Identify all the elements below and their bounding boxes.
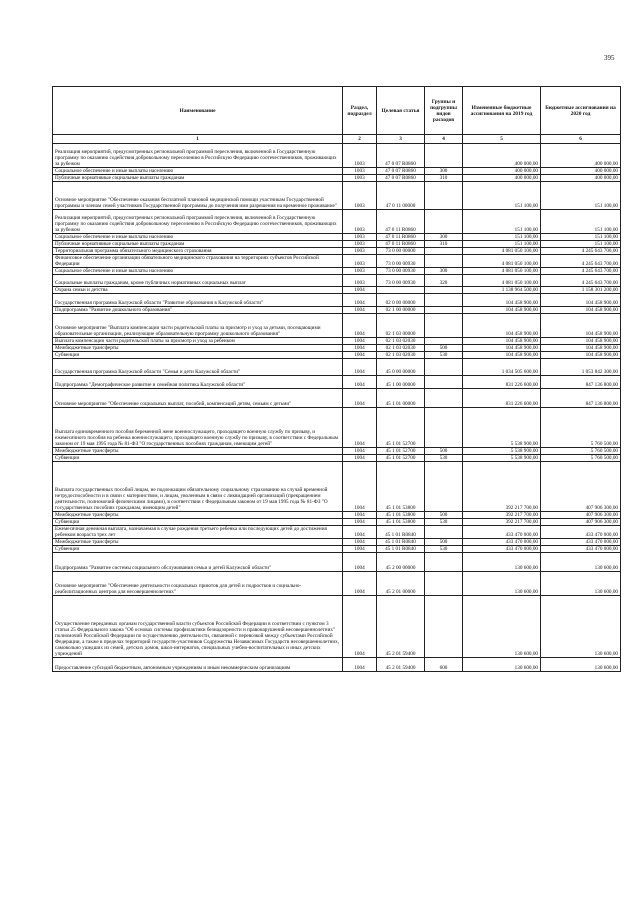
col-num: 3	[377, 135, 425, 144]
row-target	[377, 287, 425, 294]
row-amount-2020: 130 600,00	[541, 658, 621, 672]
row-section: 1003	[343, 275, 377, 287]
row-amount-2019: 104 458 900,00	[463, 338, 541, 345]
row-amount-2020: 130 600,00	[541, 596, 621, 658]
row-amount-2019: 104 458 900,00	[463, 352, 541, 359]
row-target: 45 0 00 00000	[377, 359, 425, 376]
header-group: Группы и подгруппы видов расходов	[425, 87, 463, 135]
row-section: 1003	[343, 182, 377, 210]
table-row	[53, 512, 621, 519]
row-target: 02 0 00 00000	[377, 294, 425, 307]
row-amount-2019: 151 100,00	[463, 241, 541, 248]
row-section: 1004	[343, 287, 377, 294]
row-group	[425, 144, 463, 168]
table-row	[53, 314, 621, 338]
row-section: 1004	[343, 314, 377, 338]
col-num: 6	[541, 135, 621, 144]
row-amount-2019: 151 100,00	[463, 182, 541, 210]
table-row	[53, 572, 621, 596]
header-target: Целевая статья	[377, 87, 425, 135]
row-section: 1003	[343, 210, 377, 234]
row-name: Социальное обеспечение и иные выплаты населению	[53, 234, 343, 241]
row-amount-2019: 392 217 700,00	[463, 462, 541, 512]
row-amount-2020: 151 100,00	[541, 241, 621, 248]
row-name: Государственная программа Калужской области "Семья и дети Калужской области"	[53, 359, 343, 376]
row-amount-2019: 130 600,00	[463, 553, 541, 572]
row-amount-2019: 104 458 900,00	[463, 307, 541, 314]
row-group: 500	[425, 539, 463, 546]
table-row	[53, 359, 621, 376]
table-row	[53, 596, 621, 658]
row-amount-2020: 847 136 800,00	[541, 389, 621, 408]
header-row	[53, 87, 621, 135]
row-target: 45 1 01 52700	[377, 455, 425, 462]
row-section: 1004	[343, 345, 377, 352]
row-section: 1003	[343, 255, 377, 268]
row-section: 1004	[343, 553, 377, 572]
row-amount-2019: 433 470 000,00	[463, 546, 541, 553]
row-amount-2020: 104 458 900,00	[541, 307, 621, 314]
row-target: 02 1 03 02030	[377, 352, 425, 359]
row-amount-2019: 5 538 900,00	[463, 408, 541, 448]
row-section: 1004	[343, 352, 377, 359]
table-row	[53, 345, 621, 352]
row-target: 45 2 01 59400	[377, 658, 425, 672]
row-section: 1003	[343, 268, 377, 275]
row-target: 45 1 01 52700	[377, 408, 425, 448]
row-group: 600	[425, 658, 463, 672]
table-row	[53, 546, 621, 553]
row-amount-2019: 151 100,00	[463, 234, 541, 241]
row-section: 1003	[343, 234, 377, 241]
row-section: 1004	[343, 338, 377, 345]
row-amount-2020: 400 000,00	[541, 168, 621, 175]
row-section: 1003	[343, 144, 377, 168]
row-amount-2020: 151 100,00	[541, 210, 621, 234]
row-name: Основное мероприятие "Выплата компенсации части родительской платы за присмотр и уход за детьми, посещающими образовательные организации, реализующие образовательную программу дошкольного образования"	[53, 314, 343, 338]
row-amount-2020: 4 245 643 700,00	[541, 255, 621, 268]
table-row	[53, 389, 621, 408]
col-num: 5	[463, 135, 541, 144]
table-row	[53, 182, 621, 210]
row-target: 45 2 01 59400	[377, 596, 425, 658]
table-row	[53, 408, 621, 448]
row-name: Основное мероприятие "Обеспечение социальных выплат, пособий, компенсаций детям, семьям с детьми"	[53, 389, 343, 408]
row-name: Основное мероприятие "Обеспечение оказания бесплатной плановой медицинской помощи участникам Государственной программы и членам семей участников Государственной программы до получения ими разрешения на временное проживание"	[53, 182, 343, 210]
row-section: 1004	[343, 408, 377, 448]
row-group	[425, 210, 463, 234]
table-row	[53, 553, 621, 572]
row-amount-2019: 4 081 050 100,00	[463, 248, 541, 255]
row-target: 45 1 01 00000	[377, 389, 425, 408]
table-row	[53, 338, 621, 345]
row-amount-2020: 433 470 000,00	[541, 526, 621, 539]
row-group: 530	[425, 519, 463, 526]
row-amount-2020: 104 458 900,00	[541, 314, 621, 338]
row-name: Межбюджетные трансферты	[53, 512, 343, 519]
table-row	[53, 241, 621, 248]
row-amount-2020: 4 245 643 700,00	[541, 268, 621, 275]
row-group: 310	[425, 241, 463, 248]
row-name: Реализация мероприятий, предусмотренных региональной программой переселения, включенной в Государственную программу по оказанию содействия добровольному переселению в Российскую Федерацию соотечественников, проживающих за рубежом	[53, 144, 343, 168]
row-section: 1004	[343, 359, 377, 376]
row-amount-2020: 407 906 300,00	[541, 512, 621, 519]
row-amount-2019: 130 600,00	[463, 572, 541, 596]
row-amount-2019: 400 000,00	[463, 168, 541, 175]
table-row	[53, 462, 621, 512]
row-section: 1004	[343, 376, 377, 389]
row-section: 1004	[343, 596, 377, 658]
table-row	[53, 248, 621, 255]
table-row	[53, 519, 621, 526]
row-amount-2019: 433 470 000,00	[463, 539, 541, 546]
row-amount-2020: 400 000,00	[541, 175, 621, 182]
table-row	[53, 275, 621, 287]
row-section: 1004	[343, 519, 377, 526]
row-group	[425, 553, 463, 572]
col-num: 2	[343, 135, 377, 144]
row-section: 1004	[343, 539, 377, 546]
row-amount-2020: 433 470 000,00	[541, 546, 621, 553]
row-name: Публичные нормативные социальные выплаты гражданам	[53, 241, 343, 248]
row-section: 1003	[343, 168, 377, 175]
row-section: 1004	[343, 658, 377, 672]
row-section: 1004	[343, 572, 377, 596]
row-name: Финансовое обеспечение организации обязательного медицинского страхования на территориях субъектов Российской Федерации	[53, 255, 343, 268]
row-section: 1003	[343, 241, 377, 248]
table-row	[53, 234, 621, 241]
row-amount-2019: 104 458 900,00	[463, 314, 541, 338]
col-num: 1	[53, 135, 343, 144]
row-name: Субвенции	[53, 519, 343, 526]
row-amount-2020: 4 245 643 700,00	[541, 248, 621, 255]
row-amount-2019: 4 081 050 100,00	[463, 268, 541, 275]
row-amount-2019: 831 226 600,00	[463, 389, 541, 408]
table-row	[53, 287, 621, 294]
table-row	[53, 448, 621, 455]
row-amount-2020: 151 100,00	[541, 234, 621, 241]
row-group	[425, 182, 463, 210]
row-amount-2020: 847 136 800,00	[541, 376, 621, 389]
row-amount-2020: 1 053 842 300,00	[541, 359, 621, 376]
row-amount-2019: 104 458 900,00	[463, 294, 541, 307]
row-amount-2019: 130 600,00	[463, 596, 541, 658]
row-name: Основное мероприятие "Обеспечение деятельности социальных приютов для детей и подростков и социально-реабилитационных центров для несовершеннолетних"	[53, 572, 343, 596]
row-target: 47 0 11 R0860	[377, 234, 425, 241]
row-amount-2019: 1 138 964 500,00	[463, 287, 541, 294]
row-name: Социальные выплаты гражданам, кроме публичных нормативных социальных выплат	[53, 275, 343, 287]
table-row	[53, 658, 621, 672]
row-name: Социальное обеспечение и иные выплаты населению	[53, 168, 343, 175]
row-section: 1004	[343, 455, 377, 462]
row-amount-2019: 4 081 050 100,00	[463, 255, 541, 268]
row-amount-2020: 4 245 643 700,00	[541, 275, 621, 287]
table-row	[53, 210, 621, 234]
row-group	[425, 572, 463, 596]
row-group	[425, 314, 463, 338]
row-group	[425, 255, 463, 268]
table-row	[53, 539, 621, 546]
row-amount-2020: 1 158 301 200,00	[541, 287, 621, 294]
row-name: Предоставление субсидий бюджетным, автономным учреждениям и иным некоммерческим организациям	[53, 658, 343, 672]
row-amount-2020: 5 760 500,00	[541, 408, 621, 448]
row-amount-2019: 433 470 000,00	[463, 526, 541, 539]
header-name: Наименование	[53, 87, 343, 135]
row-group	[425, 248, 463, 255]
row-target: 02 1 03 02030	[377, 345, 425, 352]
row-group	[425, 307, 463, 314]
table-row	[53, 294, 621, 307]
table-row	[53, 307, 621, 314]
row-target: 02 1 03 02030	[377, 338, 425, 345]
row-amount-2020: 407 906 300,00	[541, 519, 621, 526]
table-row	[53, 168, 621, 175]
row-target: 45 1 01 R0840	[377, 546, 425, 553]
row-amount-2019: 400 000,00	[463, 144, 541, 168]
row-amount-2020: 5 760 500,00	[541, 448, 621, 455]
row-target: 47 0 07 R0860	[377, 175, 425, 182]
column-number-row	[53, 135, 621, 144]
row-group: 530	[425, 546, 463, 553]
row-amount-2019: 4 081 050 100,00	[463, 275, 541, 287]
row-name: Субвенции	[53, 455, 343, 462]
row-amount-2019: 392 217 700,00	[463, 519, 541, 526]
row-target: 02 1 00 00000	[377, 307, 425, 314]
row-name: Межбюджетные трансферты	[53, 448, 343, 455]
row-target: 45 2 01 00000	[377, 572, 425, 596]
row-target: 45 1 01 53800	[377, 512, 425, 519]
row-amount-2019: 5 538 900,00	[463, 448, 541, 455]
row-group: 310	[425, 175, 463, 182]
row-name: Государственная программа Калужской области "Развитие образования в Калужской области"	[53, 294, 343, 307]
row-name: Межбюджетные трансферты	[53, 345, 343, 352]
row-name: Выплата компенсации части родительской платы за присмотр и уход за ребенком	[53, 338, 343, 345]
row-section: 1004	[343, 526, 377, 539]
row-group: 500	[425, 345, 463, 352]
table-row	[53, 352, 621, 359]
row-amount-2019: 1 034 505 600,00	[463, 359, 541, 376]
row-target: 45 1 01 53800	[377, 462, 425, 512]
row-target: 73 0 00 00930	[377, 275, 425, 287]
row-section: 1004	[343, 448, 377, 455]
row-amount-2019: 151 100,00	[463, 210, 541, 234]
row-amount-2020: 400 000,00	[541, 144, 621, 168]
row-amount-2019: 104 458 900,00	[463, 345, 541, 352]
row-group	[425, 338, 463, 345]
row-name: Реализация мероприятий, предусмотренных региональной программой переселения, включенной в Государственную программу по оказанию содействия добровольному переселению в Российскую Федерацию соотечественников, проживающих за рубежом	[53, 210, 343, 234]
row-name: Подпрограмма "Демографическое развитие и семейная политика Калужской области"	[53, 376, 343, 389]
row-target: 45 2 00 00000	[377, 553, 425, 572]
row-section: 1004	[343, 512, 377, 519]
row-section: 1003	[343, 248, 377, 255]
row-target: 02 1 03 00000	[377, 314, 425, 338]
table-row	[53, 175, 621, 182]
row-group	[425, 462, 463, 512]
row-amount-2020: 104 458 900,00	[541, 345, 621, 352]
row-name: Выплата государственных пособий лицам, не подлежащим обязательному социальному страхованию на случай временной нетрудоспособности и в связи с материнством, и лицам, уволенным в связи с ликвидацией организаций (прекращением деятельности, полномочий физическими лицами), в соответствии с Федеральным законом от 19 мая 1995 года № 81-ФЗ "О государственных пособиях гражданам, имеющим детей"	[53, 462, 343, 512]
row-target: 47 0 07 R0860	[377, 168, 425, 175]
table-row	[53, 376, 621, 389]
row-amount-2019: 5 538 900,00	[463, 455, 541, 462]
row-name: Территориальная программа обязательного медицинского страхования	[53, 248, 343, 255]
row-target: 47 0 11 R0860	[377, 210, 425, 234]
row-name: Ежемесячная денежная выплата, назначаемая в случае рождения третьего ребенка или последующих детей до достижения ребенком возраста трех лет	[53, 526, 343, 539]
table-row	[53, 526, 621, 539]
row-group: 530	[425, 352, 463, 359]
row-amount-2020: 5 760 500,00	[541, 455, 621, 462]
row-section: 1004	[343, 389, 377, 408]
row-target: 45 1 00 00000	[377, 376, 425, 389]
row-amount-2020: 130 600,00	[541, 572, 621, 596]
row-group	[425, 287, 463, 294]
row-group: 530	[425, 455, 463, 462]
row-target: 47 0 07 R0860	[377, 144, 425, 168]
header-2020: Бюджетные ассигнования на 2020 год	[541, 87, 621, 135]
row-group: 300	[425, 268, 463, 275]
row-name: Охрана семьи и детства	[53, 287, 343, 294]
row-section: 1004	[343, 294, 377, 307]
row-group	[425, 526, 463, 539]
row-target: 47 0 11 R0860	[377, 241, 425, 248]
table-body	[53, 144, 621, 672]
table-row	[53, 255, 621, 268]
row-group: 320	[425, 275, 463, 287]
row-section: 1004	[343, 307, 377, 314]
row-amount-2019: 400 000,00	[463, 175, 541, 182]
row-amount-2019: 392 217 700,00	[463, 512, 541, 519]
row-name: Выплата единовременного пособия беременной жене военнослужащего, проходящего военную службу по призыву, и ежемесячного пособия на ребенка военнослужащего, проходящего военную службу по призыву, в соответствии с Федеральным законом от 19 мая 1995 года № 81-ФЗ "О государственных пособиях гражданам, имеющим детей"	[53, 408, 343, 448]
row-name: Подпрограмма "Развитие системы социального обслуживания семьи и детей Калужской области"	[53, 553, 343, 572]
row-group	[425, 376, 463, 389]
table-row	[53, 268, 621, 275]
row-target: 73 0 00 00930	[377, 255, 425, 268]
header-2019: Измененные бюджетные ассигнования на 2019 год	[463, 87, 541, 135]
row-amount-2020: 104 458 900,00	[541, 338, 621, 345]
row-amount-2020: 433 470 000,00	[541, 539, 621, 546]
row-group	[425, 359, 463, 376]
row-section: 1004	[343, 462, 377, 512]
row-group: 500	[425, 512, 463, 519]
row-target: 45 1 01 53800	[377, 519, 425, 526]
budget-table	[52, 86, 621, 672]
row-target: 45 1 01 52700	[377, 448, 425, 455]
row-name: Субвенции	[53, 352, 343, 359]
row-group	[425, 596, 463, 658]
row-amount-2020: 104 458 900,00	[541, 352, 621, 359]
row-amount-2019: 831 226 600,00	[463, 376, 541, 389]
row-target: 45 1 01 R0840	[377, 539, 425, 546]
row-amount-2020: 407 906 300,00	[541, 462, 621, 512]
row-section: 1003	[343, 175, 377, 182]
row-group	[425, 389, 463, 408]
row-group: 500	[425, 448, 463, 455]
row-group	[425, 408, 463, 448]
row-target: 73 0 00 00930	[377, 268, 425, 275]
row-amount-2020: 151 100,00	[541, 182, 621, 210]
row-section: 1004	[343, 546, 377, 553]
table-row	[53, 455, 621, 462]
col-num: 4	[425, 135, 463, 144]
row-name: Субвенции	[53, 546, 343, 553]
row-group: 300	[425, 168, 463, 175]
row-name: Социальное обеспечение и иные выплаты населению	[53, 268, 343, 275]
table-row	[53, 144, 621, 168]
header-section: Раздел, подраздел	[343, 87, 377, 135]
row-group	[425, 294, 463, 307]
row-target: 45 1 01 R0840	[377, 526, 425, 539]
row-group: 300	[425, 234, 463, 241]
row-amount-2020: 104 458 900,00	[541, 294, 621, 307]
row-name: Межбюджетные трансферты	[53, 539, 343, 546]
row-name: Осуществление переданных органам государственной власти субъектов Российской Федерации в соответствии с пунктом 3 статьи 25 Федерального закона "Об основах системы профилактики безнадзорности и правонарушений несовершеннолетних" полномочий Российской Федерации по осуществлению деятельности, связанной с перевозкой между субъектами Российской Федерации, а также в пределах территорий государств-участников Содружества Независимых Государств несовершеннолетних, самовольно ушедших из семей, детских домов, школ-интернатов, специальных учебно-воспитательных и иных детских учреждений	[53, 596, 343, 658]
row-amount-2020: 130 600,00	[541, 553, 621, 572]
row-amount-2019: 130 600,00	[463, 658, 541, 672]
page-number: 395	[604, 54, 615, 62]
row-name: Подпрограмма "Развитие дошкольного образования"	[53, 307, 343, 314]
row-target: 47 0 11 00000	[377, 182, 425, 210]
row-name: Публичные нормативные социальные выплаты гражданам	[53, 175, 343, 182]
row-target: 73 0 00 00000	[377, 248, 425, 255]
